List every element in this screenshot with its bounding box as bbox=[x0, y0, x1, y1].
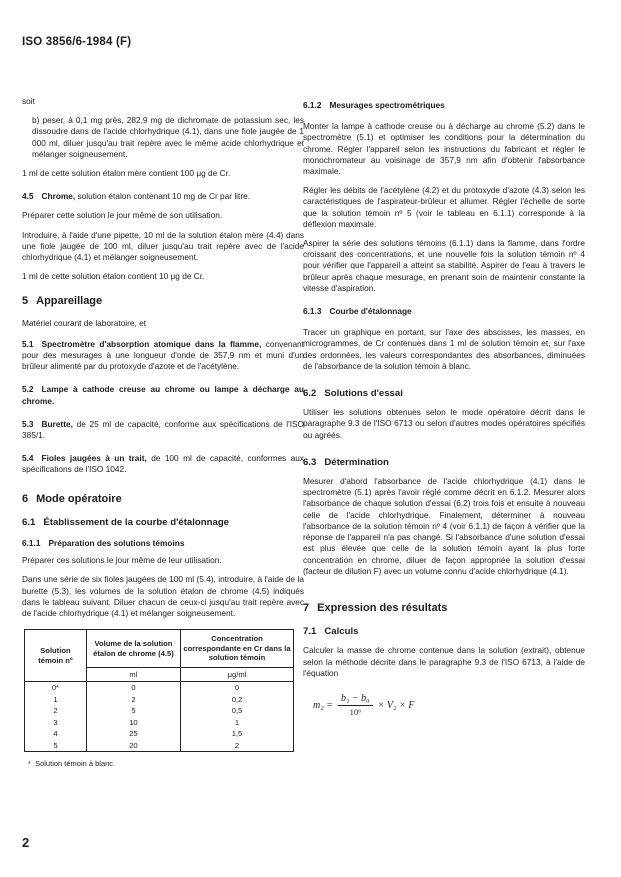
table-row bbox=[25, 717, 294, 729]
footnote-text: Solution témoin à blanc. bbox=[35, 759, 116, 769]
paragraph-materiel: Matériel courant de laboratoire, et bbox=[22, 317, 147, 328]
section-5-heading bbox=[22, 296, 304, 307]
section-5-1-title: Spectromètre d'absorption atomique dans la flamme, bbox=[41, 338, 262, 349]
table-cell: 0 bbox=[181, 682, 294, 694]
section-6-1-2-number: 6.1.2 bbox=[303, 100, 322, 110]
paragraph-aspirer: Aspirer la série des solutions témoins (6.1.1) dans la flamme, dans l'ordre croissant des concentrations, et une nouvelle fois la solution témoin nº 4 pour vérifier que l'appareil a atteint sa stabilité. Aspirer de l'eau à travers le brûleur après chaque mesurage, en prenant soin de maintenir constante la vitesse d'aspiration. bbox=[303, 238, 585, 293]
equation-denominator: 10⁶ bbox=[349, 707, 362, 718]
table-cell: 3 bbox=[25, 717, 87, 729]
table-footnote bbox=[28, 758, 304, 769]
table-cell: 1,5 bbox=[181, 728, 294, 740]
table-unit-cell: ml bbox=[86, 667, 180, 682]
section-7-1-number: 7.1 bbox=[303, 626, 317, 638]
table-header-cell: Solution témoin nº bbox=[25, 630, 87, 682]
table-row bbox=[25, 694, 294, 706]
equation-fraction bbox=[338, 693, 373, 718]
section-6-1-number: 6.1 bbox=[22, 516, 36, 528]
section-4-5 bbox=[22, 191, 304, 202]
paragraph-regler: Régler les débits de l'acétylène (4.2) et du protoxyde d'azote (4.3) selon les caractéristiques de l'aspirateur-brûleur et allumer. Régler l'échelle de sorte que la solution témoin nº 5 (voir le tableau en 6.1.1) corresponde à la déflexion maximale. bbox=[303, 185, 585, 229]
section-5-1 bbox=[22, 339, 304, 373]
table-cell: 0* bbox=[25, 682, 87, 694]
section-6-heading bbox=[22, 494, 304, 505]
section-6-title: Mode opératoire bbox=[36, 492, 122, 505]
section-5-1-text: convenant pour des mesurages à une longueur d'onde de 357,9 nm et muni d'un brûleur alimenté par du protoxyde d'azote et de l'acétylène. bbox=[22, 338, 304, 372]
section-7-title: Expression des résultats bbox=[317, 601, 448, 614]
paragraph-tracer: Tracer un graphique en portant, sur l'axe des abscisses, les masses, en microgrammes, de Cr contenues dans 1 ml de solution témoin et, sur l'axe des ordonnées, les valeurs correspondantes des absorbances, diminuées de l'absorbance de la solution témoin à blanc. bbox=[303, 327, 585, 371]
section-5-4-number: 5.4 bbox=[22, 453, 34, 464]
right-column bbox=[303, 96, 585, 718]
paragraph-prepare-solutions: Préparer ces solutions le jour même de leur utilisation. bbox=[22, 555, 222, 566]
table-cell: 4 bbox=[25, 728, 87, 740]
section-7-1-title: Calculs bbox=[324, 626, 359, 638]
section-6-1-3-number: 6.1.3 bbox=[303, 306, 322, 317]
equation-numerator: b₁ − b₀ bbox=[338, 693, 373, 706]
table-cell: 2 bbox=[25, 705, 87, 717]
table-cell: 1 bbox=[25, 694, 87, 706]
section-6-1-1-title: Préparation des solutions témoins bbox=[48, 538, 185, 549]
table-unit-cell: μg/ml bbox=[181, 667, 294, 682]
section-5-2 bbox=[22, 384, 304, 406]
section-6-2-title: Solutions d'essai bbox=[324, 388, 403, 400]
section-5-3-number: 5.3 bbox=[22, 418, 34, 429]
table-cell: 20 bbox=[86, 740, 180, 752]
section-5-title: Appareillage bbox=[36, 295, 103, 308]
section-7-1-heading bbox=[303, 626, 585, 637]
table-cell: 5 bbox=[25, 740, 87, 752]
section-5-3 bbox=[22, 419, 304, 441]
section-4-5-text: solution étalon contenant 10 mg de Cr par litre. bbox=[77, 191, 251, 202]
section-5-3-title: Burette, bbox=[41, 418, 73, 429]
section-6-number: 6 bbox=[22, 492, 29, 505]
paragraph-soit: soit bbox=[22, 96, 35, 106]
paragraph-introduire: Introduire, à l'aide d'une pipette, 10 ml de la solution étalon mère (4.4) dans une fiole jaugée de 100 ml, diluer jusqu'au trait repère avec de l'acide chlorhydrique (4.1) et mélanger soigneusement. bbox=[22, 229, 304, 263]
section-6-2-heading bbox=[303, 388, 585, 399]
table-cell: 2 bbox=[86, 694, 180, 706]
table-cell: 10 bbox=[86, 717, 180, 729]
paragraph-standard-concentration: 1 ml de cette solution étalon contient 10 μg de Cr. bbox=[22, 271, 205, 282]
section-5-2-number: 5.2 bbox=[22, 384, 34, 395]
table-header-row bbox=[25, 630, 294, 668]
section-5-number: 5 bbox=[22, 295, 29, 308]
document-header: ISO 3856/6-1984 (F) bbox=[22, 36, 132, 48]
table-cell: 5 bbox=[86, 705, 180, 717]
equation-m2 bbox=[313, 693, 585, 718]
section-5-4-title: Fioles jaugées à un trait, bbox=[41, 453, 147, 464]
section-6-1-2-title: Mesurages spectrométriques bbox=[329, 100, 445, 110]
section-5-4 bbox=[22, 453, 304, 475]
section-6-1-3-title: Courbe d'étalonnage bbox=[329, 306, 412, 317]
left-column bbox=[22, 96, 304, 770]
section-5-4-text: de 100 ml de capacité, conformes aux spécifications de l'ISO 1042. bbox=[22, 453, 304, 475]
paragraph-b-peser: b) peser, à 0,1 mg près, 282,9 mg de dichromate de potassium sec, les dissoudre dans de l'acide chlorhydrique (4.1), dans une fiole jaugée de 1 000 ml, diluer jusqu'au trait repère avec le même acide chlorhydrique et mélanger soigneusement. bbox=[32, 115, 304, 159]
section-6-3-heading bbox=[303, 457, 585, 468]
section-6-1-2-heading bbox=[303, 100, 585, 111]
section-6-3-number: 6.3 bbox=[303, 456, 317, 468]
equation-lhs: m₂ = bbox=[313, 700, 333, 712]
table-row bbox=[25, 682, 294, 694]
section-6-3-title: Détermination bbox=[324, 456, 389, 468]
table-cell: 2 bbox=[181, 740, 294, 752]
section-4-5-title: Chrome, bbox=[41, 191, 76, 202]
section-5-1-number: 5.1 bbox=[22, 338, 34, 349]
paragraph-prepare-same-day: Préparer cette solution le jour même de son utilisation. bbox=[22, 210, 223, 221]
section-6-2-number: 6.2 bbox=[303, 388, 317, 400]
table-header-cell: Volume de la solution étalon de chrome (4.5) bbox=[86, 630, 180, 668]
table-row bbox=[25, 728, 294, 740]
table-row bbox=[25, 705, 294, 717]
equation-rhs: × V₂ × F bbox=[377, 700, 415, 712]
section-7-number: 7 bbox=[303, 601, 310, 614]
paragraph-mesurer: Mesurer d'abord l'absorbance de l'acide chlorhydrique (4.1) dans le spectromètre (5.1) après l'avoir réglé comme décrit en 6.1.2. Mesurer alors l'absorbance de chaque solution d'essai (6.2) trois fois et ensuite à nouveau celle de l'acide chlorhydrique. Finalement, déterminer à nouveau l'absorbance de la solution témoin nº 4 (voir 6.1.1) de façon à vérifier que la réponse de l'appareil n'a pas changé. Si l'absorbance d'une solution d'essai est plus élevée que celle de la solution témoin ayant la plus forte concentration en chrome, diluer de façon appropriée la solution d'essai (facteur de dilution F) avec un volume connu d'acide chlorhydrique (4.1). bbox=[303, 476, 585, 576]
footnote-mark: * bbox=[28, 759, 31, 769]
section-6-1-1-number: 6.1.1 bbox=[22, 538, 41, 549]
paragraph-utiliser: Utiliser les solutions obtenues selon le mode opératoire décrit dans le paragraphe 9.3 de l'ISO 6713 ou selon d'autres modes opératoires spécifiés ou agréés. bbox=[303, 407, 585, 440]
section-6-1-heading bbox=[22, 517, 304, 528]
section-6-1-3-heading bbox=[303, 306, 585, 317]
table-row bbox=[25, 740, 294, 752]
section-4-5-number: 4.5 bbox=[22, 191, 34, 202]
paragraph-calculer: Calculer la masse de chrome contenue dans la solution (extrait), obtenue selon la méthode décrite dans le paragraphe 9.3 de l'ISO 6713, à l'aide de l'équation bbox=[303, 645, 585, 678]
table-cell: 1 bbox=[181, 717, 294, 729]
standards-table bbox=[24, 629, 294, 752]
page-number: 2 bbox=[22, 835, 30, 850]
paragraph-dans-une-serie: Dans une série de six fioles jaugées de 100 ml (5.4), introduire, à l'aide de la burette (5.3), les volumes de la solution étalon de chrome (4.5) indiqués dans le tableau suivant. Diluer chacun de ceux-ci jusqu'au trait repère avec de l'acide chlorhydrique (4.1) et mélanger soigneusement. bbox=[22, 574, 304, 619]
section-6-1-title: Établissement de la courbe d'étalonnage bbox=[43, 516, 230, 528]
section-5-3-text: de 25 ml de capacité, conforme aux spécifications de l'ISO 385/1. bbox=[22, 418, 304, 441]
paragraph-stock-concentration: 1 ml de cette solution étalon mère contient 100 μg de Cr. bbox=[22, 168, 231, 179]
table-cell: 0 bbox=[86, 682, 180, 694]
section-5-2-title: Lampe à cathode creuse au chrome ou lampe à décharge au chrome. bbox=[22, 384, 304, 406]
table-cell: 0,5 bbox=[181, 705, 294, 717]
paragraph-monter: Monter la lampe à cathode creuse ou à décharge au chrome (5.2) dans le spectromètre (5.1) et optimiser les conditions pour la détermination du chrome. Régler l'appareil selon les instructions du fabricant et régler le monochromateur au voisinage de 357,9 nm afin d'obtenir l'absorbance maximale. bbox=[303, 121, 585, 177]
table-header-cell: Concentration correspondante en Cr dans la solution témoin bbox=[181, 630, 294, 668]
table-cell: 25 bbox=[86, 728, 180, 740]
section-7-heading bbox=[303, 603, 585, 614]
table-cell: 0,2 bbox=[181, 694, 294, 706]
section-6-1-1-heading bbox=[22, 538, 304, 549]
